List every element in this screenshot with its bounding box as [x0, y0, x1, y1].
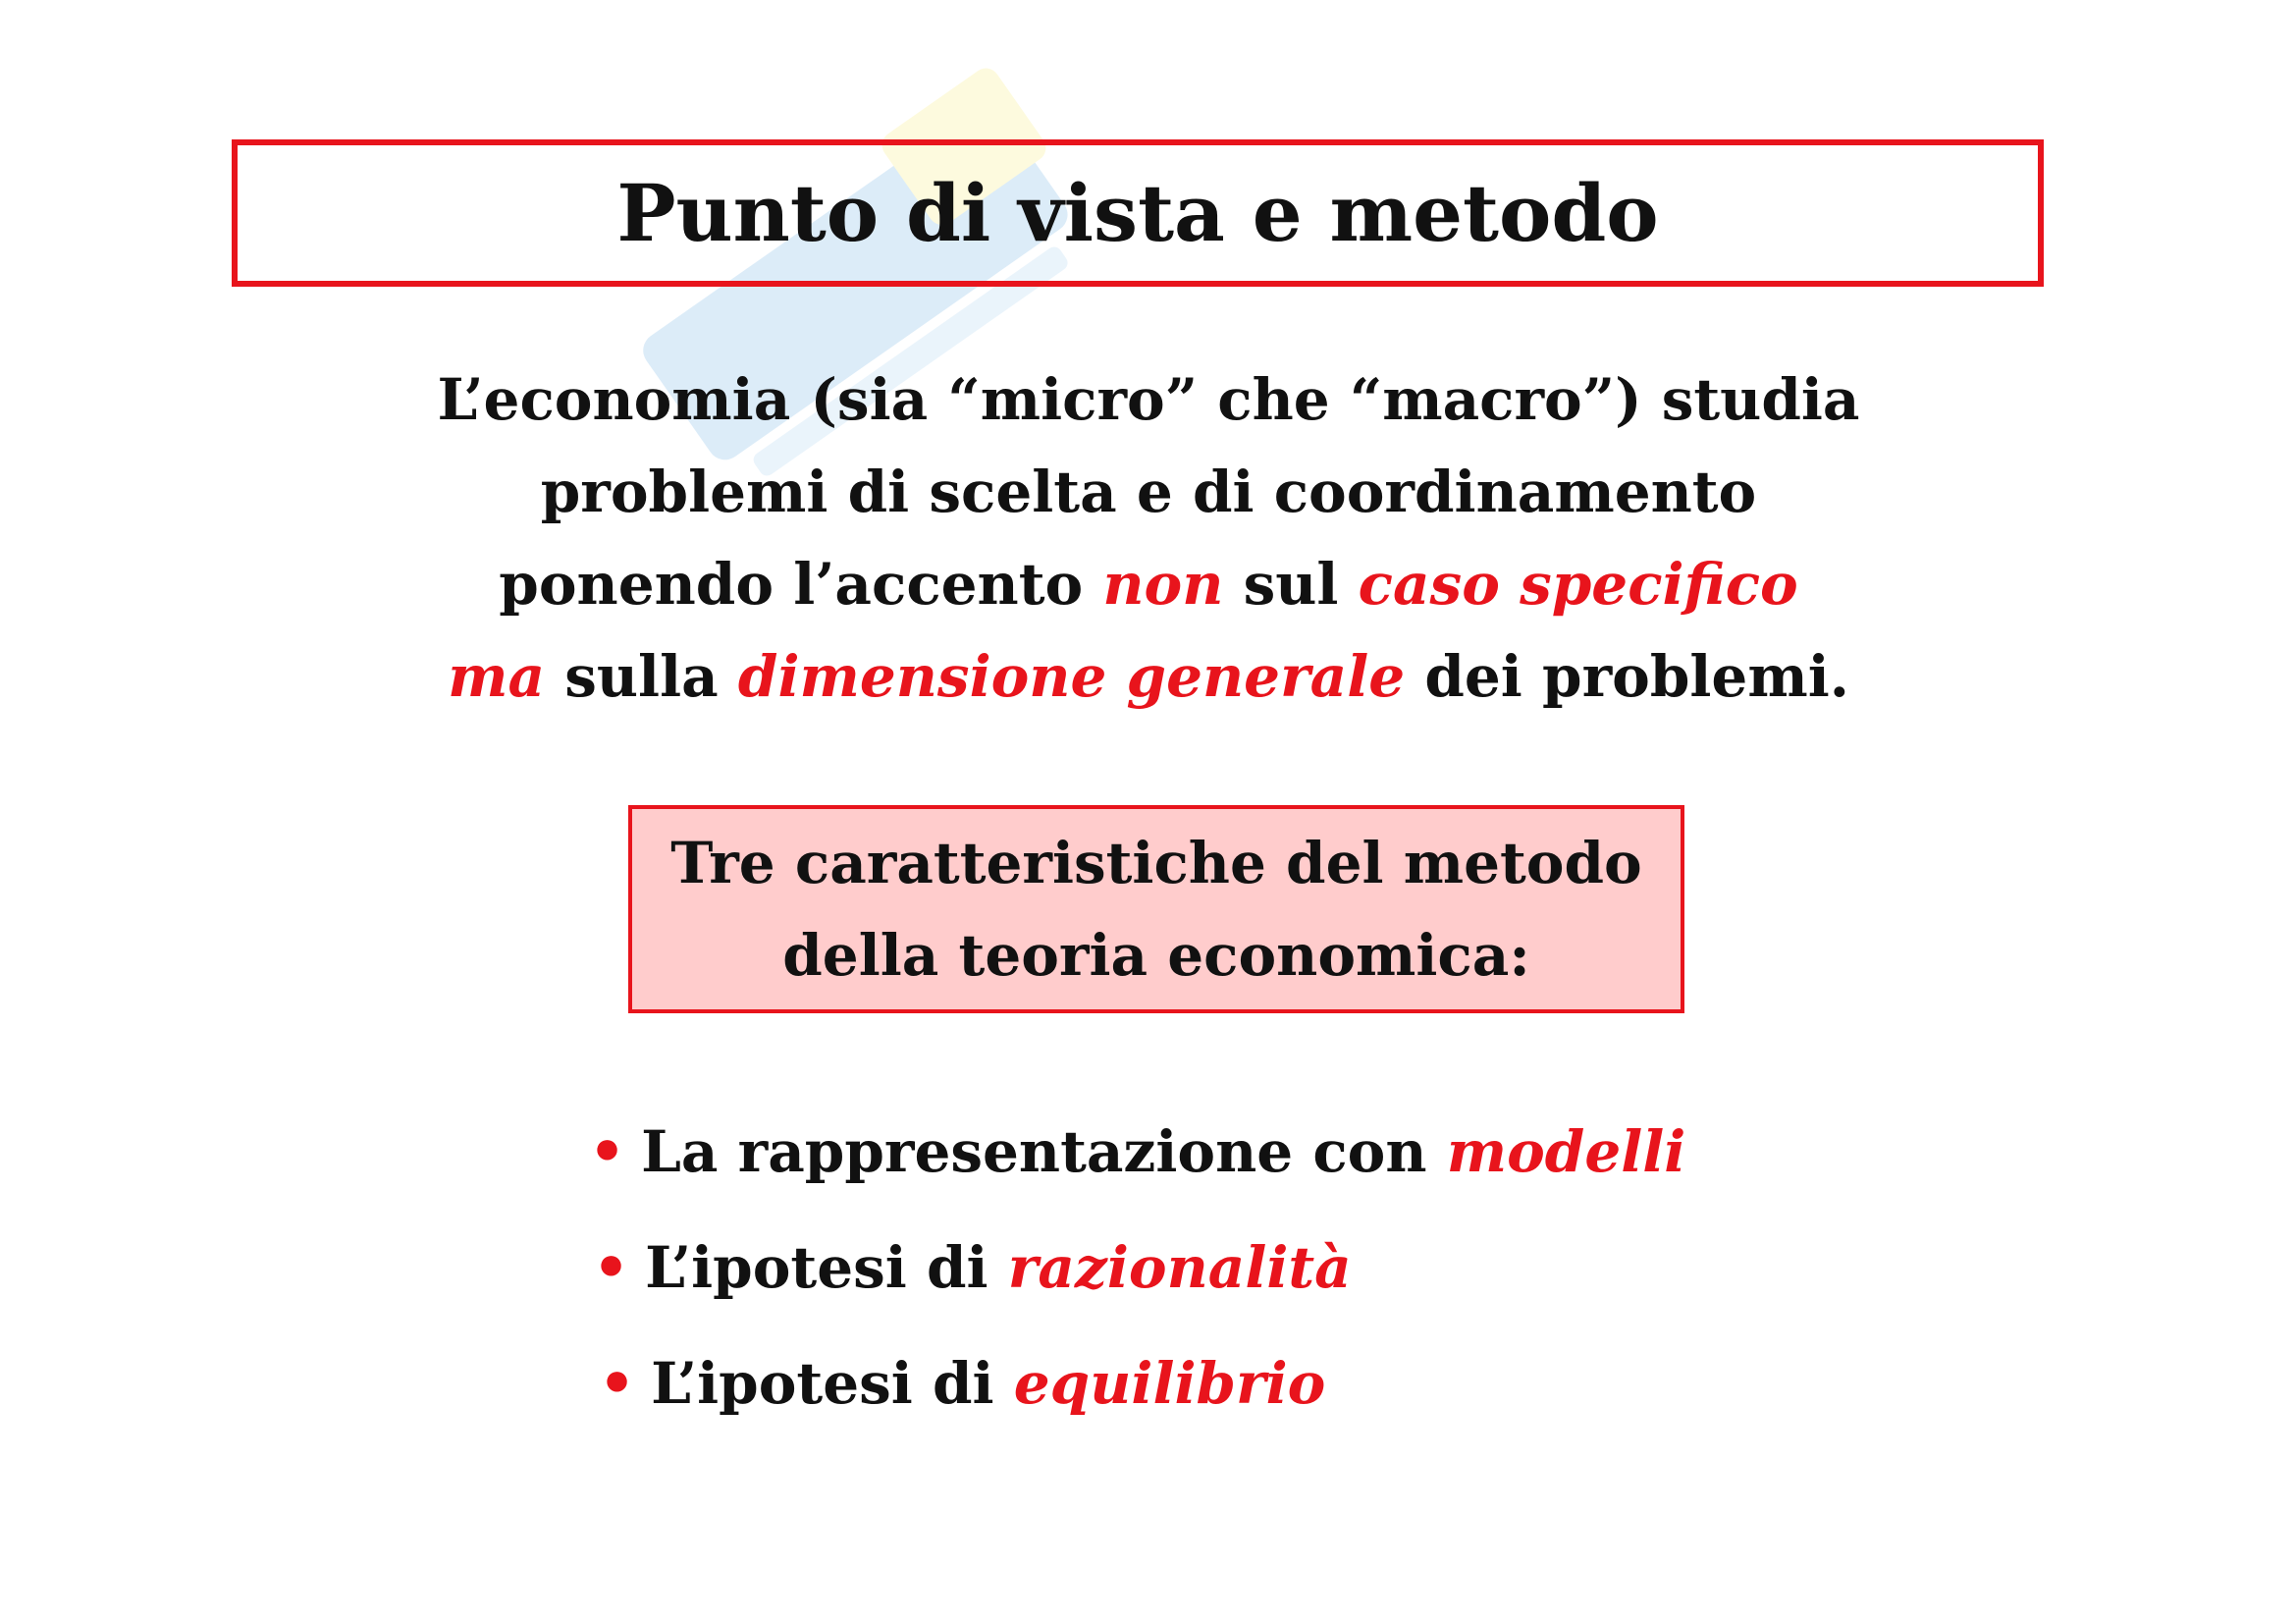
intro-line [245, 630, 2052, 723]
method-box [628, 805, 1684, 1013]
list-item [589, 1325, 1767, 1441]
intro-text: sul [1223, 551, 1359, 618]
intro-emphasis: non [1102, 551, 1224, 618]
method-box-line-2: della teoria economica: [782, 922, 1530, 989]
bullet-icon: • [593, 1234, 630, 1301]
title-box [232, 139, 2044, 287]
method-box-line-1: Tre caratteristiche del metodo [670, 830, 1642, 896]
list-item-highlight: razionalità [1007, 1234, 1352, 1301]
list-item-text: L’ipotesi di [651, 1350, 1014, 1417]
slide-title: Punto di vista e metodo [616, 167, 1659, 259]
intro-text: ponendo l’accento [499, 551, 1103, 618]
list-item-highlight: modelli [1446, 1118, 1686, 1185]
list-item [589, 1210, 1767, 1325]
list-item-highlight: equilibrio [1013, 1350, 1326, 1417]
method-characteristics-list [589, 1094, 1767, 1441]
intro-text: problemi di scelta e di coordinamento [540, 459, 1757, 525]
list-item-text: L’ipotesi di [645, 1234, 1008, 1301]
list-item [589, 1094, 1767, 1210]
bullet-icon: • [599, 1350, 636, 1417]
intro-line [245, 538, 2052, 630]
intro-text: L’economia (sia “micro” che “macro”) studia [437, 366, 1860, 433]
intro-emphasis: ma [448, 643, 546, 710]
bullet-icon: • [589, 1118, 626, 1185]
intro-line [245, 446, 2052, 538]
intro-text: dei problemi. [1405, 643, 1849, 710]
intro-paragraph [245, 353, 2052, 723]
intro-emphasis: caso specifico [1358, 551, 1798, 618]
intro-line [245, 353, 2052, 446]
list-item-text: La rappresentazione con [641, 1118, 1447, 1185]
intro-emphasis: dimensione generale [737, 643, 1406, 710]
intro-text: sulla [545, 643, 738, 710]
